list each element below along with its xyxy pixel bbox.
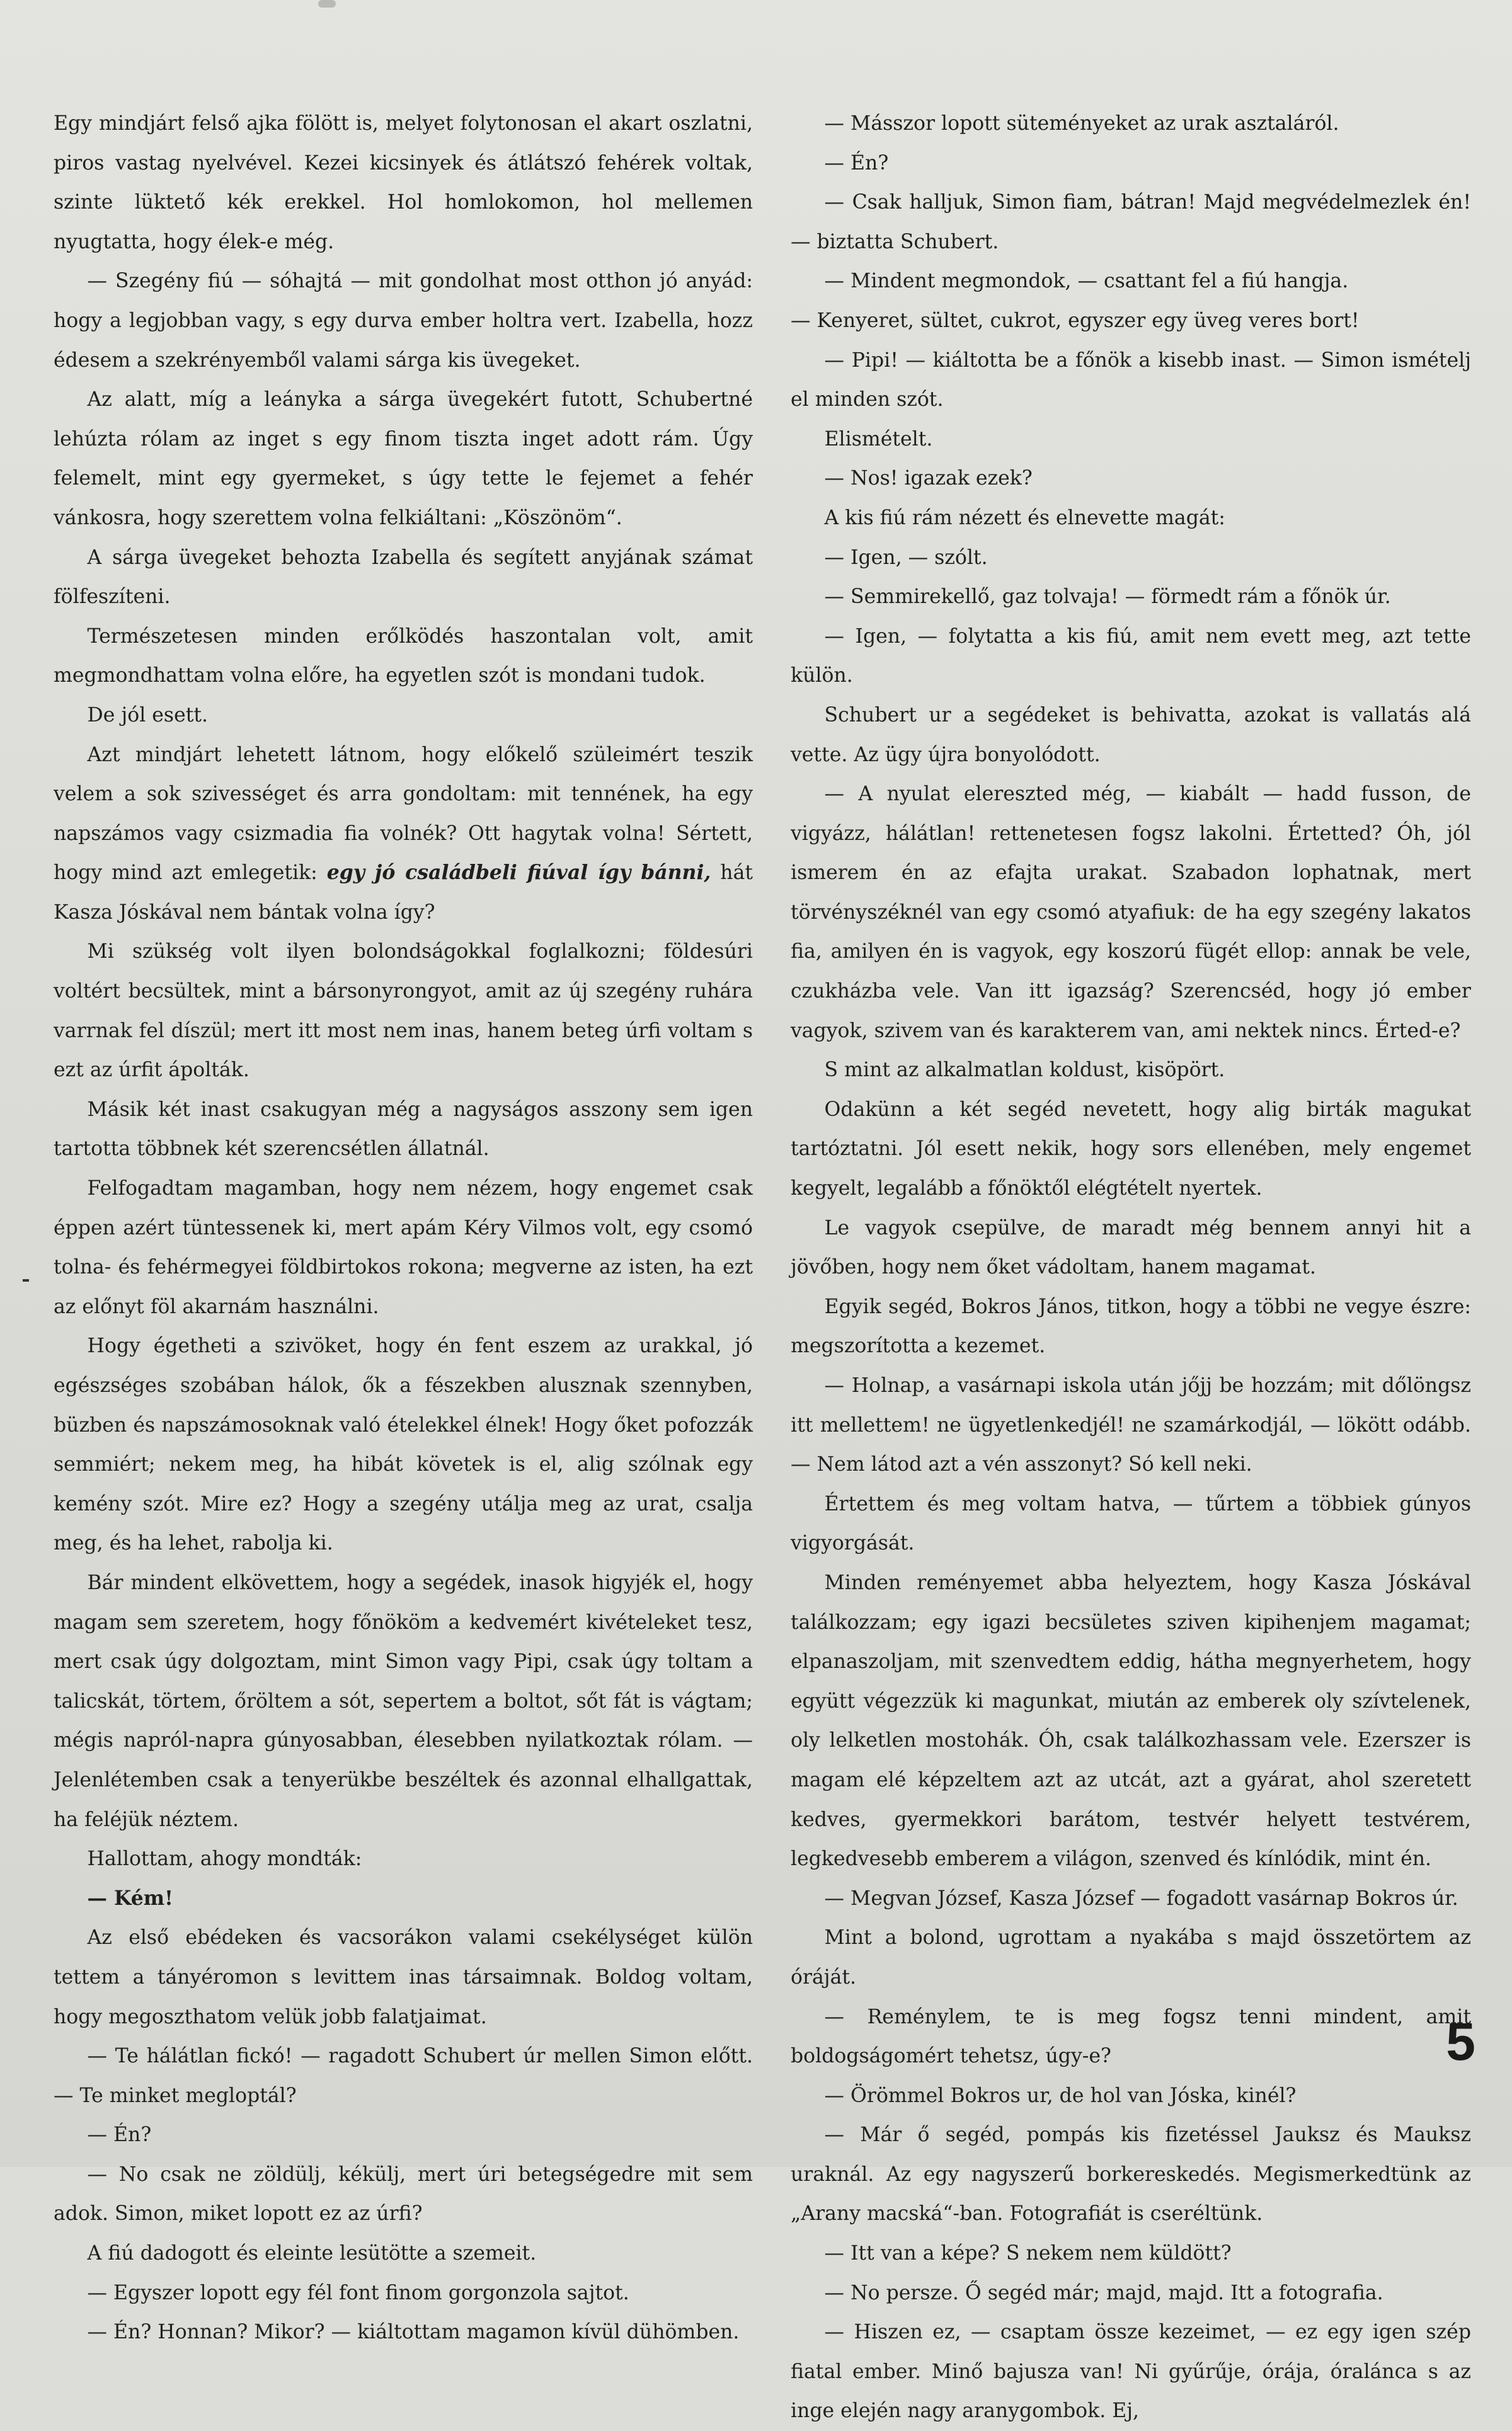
paragraph: — Örömmel Bokros ur, de hol van Jóska, kinél? [824, 2084, 1297, 2107]
paragraph: — No persze. Ő segéd már; majd, majd. Itt a fotografia. [824, 2281, 1383, 2304]
paragraph: Egyik segéd, Bokros János, titkon, hogy a többi ne vegye észre: megszorította a kezemet. [791, 1295, 1471, 1358]
paragraph: Egy mindjárt felső ajka fölött is, melyet folytonosan el akart oszlatni, piros vastag nyelvével. Kezei kicsinyek és átlátszó fehérek voltak, szinte lüktető kék erekkel. Hol homlokomon, hol mellemen nyugtatta, hogy élek-e még. [54, 112, 753, 253]
paragraph: — Pipi! — kiáltotta be a főnök a kisebb inast. — Simon ismételj el minden szót. [791, 348, 1471, 411]
paragraph: De jól esett. [87, 703, 209, 727]
paragraph: Elismételt. [824, 427, 933, 451]
paragraph: — Holnap, a vasárnapi iskola után jőjj be hozzám; mit dőlöngsz itt mellettem! ne ügyetlenkedjél! ne szamárkodjál, — lökött odább. — Nem látod azt a vén asszonyt? Só kell neki. [791, 1374, 1471, 1476]
paragraph: A sárga üvegeket behozta Izabella és segített anyjának számat fölfeszíteni. [54, 546, 753, 609]
paragraph: Mi szükség volt ilyen bolondságokkal foglalkozni; földesúri voltért becsültek, mint a bársonyrongyot, amit az új szegény ruhára varrnak fel díszül; mert itt most nem inas, hanem beteg úrfi voltam s ezt az úrfit ápolták. [54, 940, 753, 1082]
paragraph: Hogy égetheti a szivöket, hogy én fent eszem az urakkal, jó egészséges szobában hálok, ők a fészekben alusznak szennyben, büzben és napszámosoknak való ételekkel élnek! Hogy őket pofozzák semmiért; nekem meg, ha hibát követek is el, alig szólnak egy kemény szót. Mire ez? Hogy a szegény utálja meg az urat, csalja meg, és ha lehet, rabolja ki. [54, 1335, 753, 1555]
paragraph-with-quote [54, 735, 753, 933]
paragraph: Másik két inast csakugyan még a nagyságos asszony sem igen tartotta többnek két szerencsétlen állatnál. [54, 1098, 753, 1161]
paragraph: — Már ő segéd, pompás kis fizetéssel Jauksz és Mauksz uraknál. Az egy nagyszerű borkereskedés. Megismerkedtünk az „Arany macská“-ban. Fotografiát is cseréltünk. [791, 2124, 1471, 2226]
paragraph: — Szegény fiú — sóhajtá — mit gondolhat most otthon jó anyád: hogy a legjobban vagy, s egy durva ember holtra vert. Izabella, hozz édesem a szekrényemből valami sárga kis üvegeket. [54, 270, 753, 372]
right-text-column [791, 104, 1471, 2431]
paragraph: — Kenyeret, sültet, cukrot, egyszer egy üveg veres bort! [791, 309, 1360, 332]
paragraph: — A nyulat elereszted még, — kiabált — hadd fusson, de vigyázz, hálátlan! rettenetesen fogsz lakolni. Értetted? Óh, jól ismerem én az efajta urakat. Szabadon lophatnak, mert törvényszéknél van egy csomó atyafiuk: de ha egy szegény lakatos fia, amilyen én is vagyok, egy koszorú fügét ellop: annak be vele, czukházba vele. Van itt igazság? Szerencséd, hogy jó ember vagyok, szivem van és karakterem van, ami nektek nincs. Érted-e? [791, 783, 1471, 1042]
paragraph: — Semmirekellő, gaz tolvaja! — förmedt rám a főnök úr. [824, 585, 1391, 609]
paragraph: — Én? [87, 2124, 152, 2147]
paragraph: Bár mindent elkövettem, hogy a segédek, inasok higyjék el, hogy magam sem szeretem, hogy főnököm a kedvemért kivételeket tesz, mert csak úgy dolgoztam, mint Simon vagy Pipi, csak úgy toltam a talicskát, törtem, őröltem a sót, sepertem a boltot, sőt fát is vágtam; mégis napról-napra gúnyosabban, élesebben nyilatkoztak rólam. — Jelenlétemben csak a tenyerükbe beszéltek és azonnal elhallgattak, ha feléjük néztem. [54, 1571, 753, 1831]
paragraph: — Másszor lopott süteményeket az urak asztaláról. [824, 112, 1339, 135]
paragraph: Mint a bolond, ugrottam a nyakába s majd összetörtem az óráját. [791, 1926, 1471, 1989]
paragraph: Az első ebédeken és vacsorákon valami csekélységet külön tettem a tányéromon s levittem inas társaimnak. Boldog voltam, hogy megoszthatom velük jobb falatjaimat. [54, 1926, 753, 2028]
paragraph: A kis fiú rám nézett és elnevette magát: [824, 506, 1225, 529]
paragraph: — No csak ne zöldülj, kékülj, mert úri betegségedre mit sem adok. Simon, miket lopott ez az úrfi? [54, 2163, 753, 2226]
margin-mark [23, 1279, 29, 1282]
paragraph: Felfogadtam magamban, hogy nem nézem, hogy engemet csak éppen azért tüntessenek ki, mert apám Kéry Vilmos volt, egy csomó tolna- és fehérmegyei földbirtokos rokona; megverne az isten, ha ezt az előnyt föl akarnám használni. [54, 1177, 753, 1318]
paragraph: — Én? Honnan? Mikor? — kiáltottam magamon kívül dühömben. [87, 2321, 740, 2344]
paragraph: Hallottam, ahogy mondták: [87, 1848, 362, 1871]
paragraph: — Hiszen ez, — csaptam össze kezeimet, — ez egy igen szép fiatal ember. Minő bajusza van! Ni gyűrűje, órája, óralánca s az inge elején nagy aranygombok. Ej, [791, 2321, 1471, 2423]
paragraph: — Csak halljuk, Simon fiam, bátran! Majd megvédelmezlek én! — biztatta Schubert. [791, 191, 1471, 253]
page-number: 5 [1446, 2012, 1475, 2071]
paragraph: — Te hálátlan fickó! — ragadott Schubert úr mellen Simon előtt. — Te minket megloptál? [54, 2045, 753, 2107]
paragraph: — Megvan József, Kasza József — fogadott vasárnap Bokros úr. [824, 1887, 1458, 1910]
paragraph: — Kém! [87, 1886, 173, 1910]
paragraph: Le vagyok csepülve, de maradt még bennem annyi hit a jövőben, hogy nem őket vádoltam, hanem magamat. [791, 1216, 1471, 1279]
italic-quote: egy jó családbeli fiúval így bánni, [326, 861, 711, 885]
paragraph: A fiú dadogott és eleinte lesütötte a szemeit. [87, 2242, 537, 2265]
paragraph: Schubert ur a segédeket is behivatta, azokat is vallatás alá vette. Az ügy újra bonyolódott. [791, 703, 1471, 766]
paragraph: — Én? [824, 151, 889, 175]
paragraph: — Igen, — szólt. [824, 546, 988, 569]
paragraph: Természetesen minden erőlködés haszontalan volt, amit megmondhattam volna előre, ha egyetlen szót is mondani tudok. [54, 624, 753, 687]
paragraph: S mint az alkalmatlan koldust, kisöpört. [824, 1059, 1225, 1082]
paragraph: — Mindent megmondok, — csattant fel a fiú hangja. [824, 270, 1349, 293]
left-text-column [54, 104, 753, 2352]
paragraph: Odakünn a két segéd nevetett, hogy alig birták magukat tartóztatni. Jól esett nekik, hogy sors ellenében, mely engemet kegyelt, legalább a főnöktől elégtételt nyertek. [791, 1098, 1471, 1200]
paragraph: Az alatt, míg a leányka a sárga üvegekért futott, Schubertné lehúzta rólam az inget s egy finom tiszta inget adott rám. Úgy felemelt, mint egy gyermeket, s úgy tette le fejemet a fehér vánkosra, hogy szerettem volna felkiáltani: „Köszönöm“. [54, 388, 753, 529]
quote-continuation: hát Kasza Jóskával nem bántak volna így? [54, 861, 753, 924]
paragraph: — Nos! igazak ezek? [824, 467, 1033, 490]
paragraph: — Reménylem, te is meg fogsz tenni mindent, amit boldogságomért tehetsz, úgy-e? [791, 2005, 1471, 2068]
paragraph: — Egyszer lopott egy fél font finom gorgonzola sajtot. [87, 2281, 629, 2304]
paragraph: Értettem és meg voltam hatva, — tűrtem a többiek gúnyos vigyorgását. [791, 1492, 1471, 1555]
paragraph: Minden reményemet abba helyeztem, hogy Kasza Jóskával találkozzam; egy igazi becsületes sziven kipihenjem magamat; elpanaszoljam, mit szenvedtem eddig, hátha megnyerhetem, hogy együtt végezzük ki magunkat, miután az emberek oly szívtelenek, oly lelketlen mostohák. Óh, csak találkozhassam vele. Ezerszer is magam elé képzeltem azt az utcát, azt a gyárat, ahol szeretett kedves, gyermekkori barátom, testvér helyett testvérem, legkedvesebb emberem a világon, szenved és kínlódik, mint én. [791, 1571, 1471, 1871]
paragraph-text: Azt mindjárt lehetett látnom, hogy előkelő szüleimért teszik velem a sok szivességet és arra gondoltam: mit tennének, ha egy napszámos vagy csizmadia fia volnék? Ott hagytak volna! Sértett, hogy mind azt emlegetik: [54, 743, 753, 885]
paragraph: — Igen, — folytatta a kis fiú, amit nem evett meg, azt tette külön. [791, 624, 1471, 687]
paper-speck [318, 0, 336, 8]
paragraph: — Itt van a képe? S nekem nem küldött? [824, 2242, 1232, 2265]
